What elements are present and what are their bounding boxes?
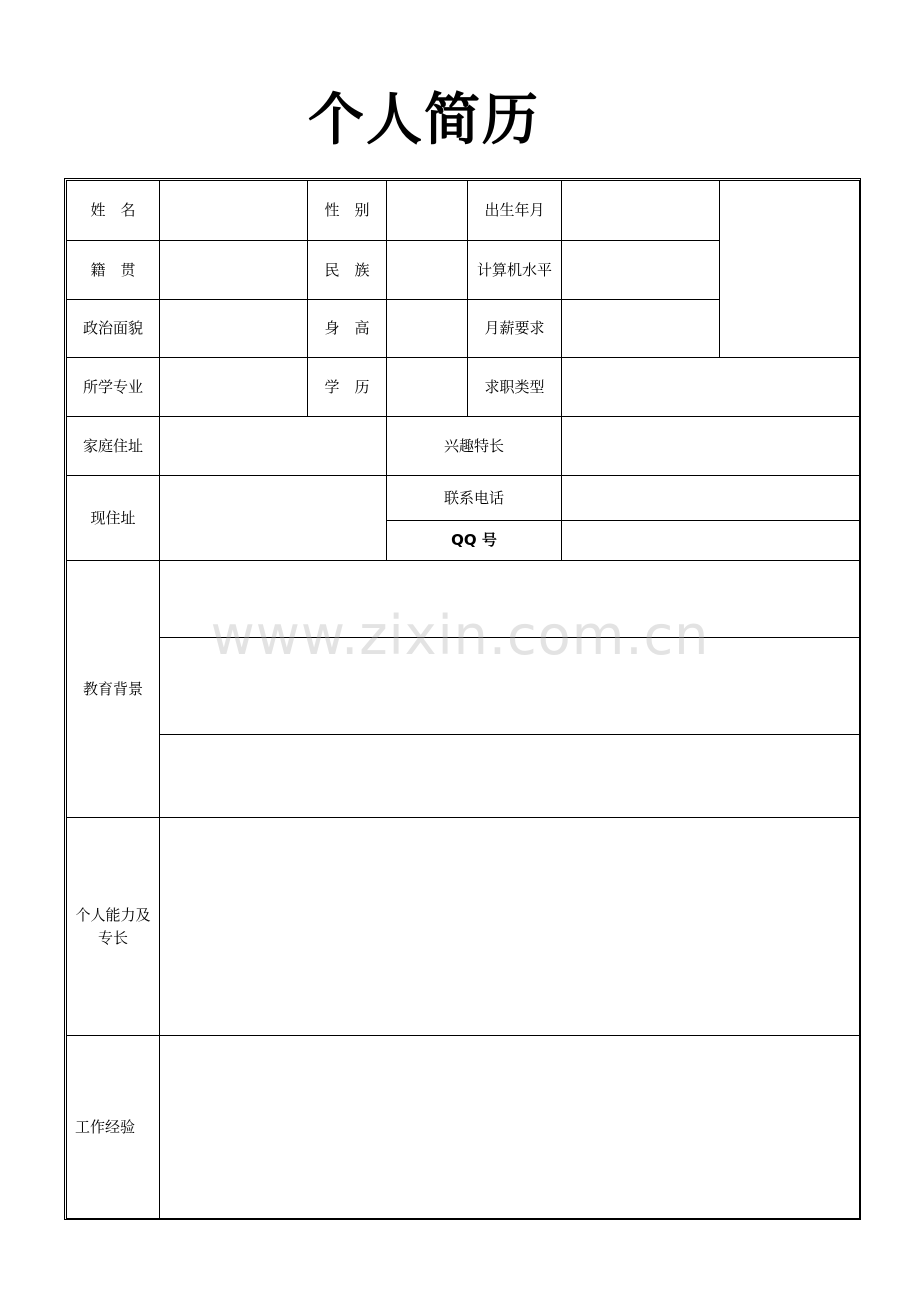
political-status-field[interactable] — [160, 300, 308, 358]
job-type-field[interactable] — [562, 358, 860, 417]
hobbies-field[interactable] — [562, 417, 860, 476]
birth-field[interactable] — [562, 181, 720, 241]
label-hobbies: 兴趣特长 — [387, 417, 562, 476]
label-political-status: 政治面貌 — [67, 300, 160, 358]
label-job-type: 求职类型 — [468, 358, 562, 417]
abilities-field[interactable] — [160, 818, 860, 1036]
photo-box[interactable] — [720, 181, 860, 358]
education-entry-3[interactable] — [160, 735, 860, 818]
label-current-address: 现住址 — [67, 476, 160, 561]
education-level-field[interactable] — [387, 358, 468, 417]
label-computer-level: 计算机水平 — [468, 241, 562, 300]
label-name: 姓 名 — [67, 181, 160, 241]
computer-level-field[interactable] — [562, 241, 720, 300]
label-native-place: 籍 贯 — [67, 241, 160, 300]
resume-table — [66, 180, 860, 1219]
watermark-text: www.zixin.com.cn — [210, 604, 710, 667]
ethnicity-field[interactable] — [387, 241, 468, 300]
native-place-field[interactable] — [160, 241, 308, 300]
label-education-level: 学 历 — [308, 358, 387, 417]
resume-form-frame — [64, 178, 861, 1220]
label-gender: 性 别 — [308, 181, 387, 241]
height-field[interactable] — [387, 300, 468, 358]
education-entry-1[interactable] — [160, 561, 860, 638]
label-major: 所学专业 — [67, 358, 160, 417]
education-entry-2[interactable] — [160, 638, 860, 735]
phone-field[interactable] — [562, 476, 860, 521]
label-salary: 月薪要求 — [468, 300, 562, 358]
label-abilities: 个人能力及专长 — [67, 818, 160, 1036]
major-field[interactable] — [160, 358, 308, 417]
label-height: 身 高 — [308, 300, 387, 358]
label-home-address: 家庭住址 — [67, 417, 160, 476]
gender-field[interactable] — [387, 181, 468, 241]
page-title: 个人简历 — [308, 88, 540, 153]
label-work-experience: 工作经验 — [67, 1036, 160, 1219]
label-ethnicity: 民 族 — [308, 241, 387, 300]
label-education: 教育背景 — [67, 561, 160, 818]
qq-field[interactable] — [562, 521, 860, 561]
label-phone: 联系电话 — [387, 476, 562, 521]
name-field[interactable] — [160, 181, 308, 241]
salary-field[interactable] — [562, 300, 720, 358]
label-qq: QQ 号 — [387, 521, 562, 561]
home-address-field[interactable] — [160, 417, 387, 476]
label-birth: 出生年月 — [468, 181, 562, 241]
current-address-field[interactable] — [160, 476, 387, 561]
work-experience-field[interactable] — [160, 1036, 860, 1219]
